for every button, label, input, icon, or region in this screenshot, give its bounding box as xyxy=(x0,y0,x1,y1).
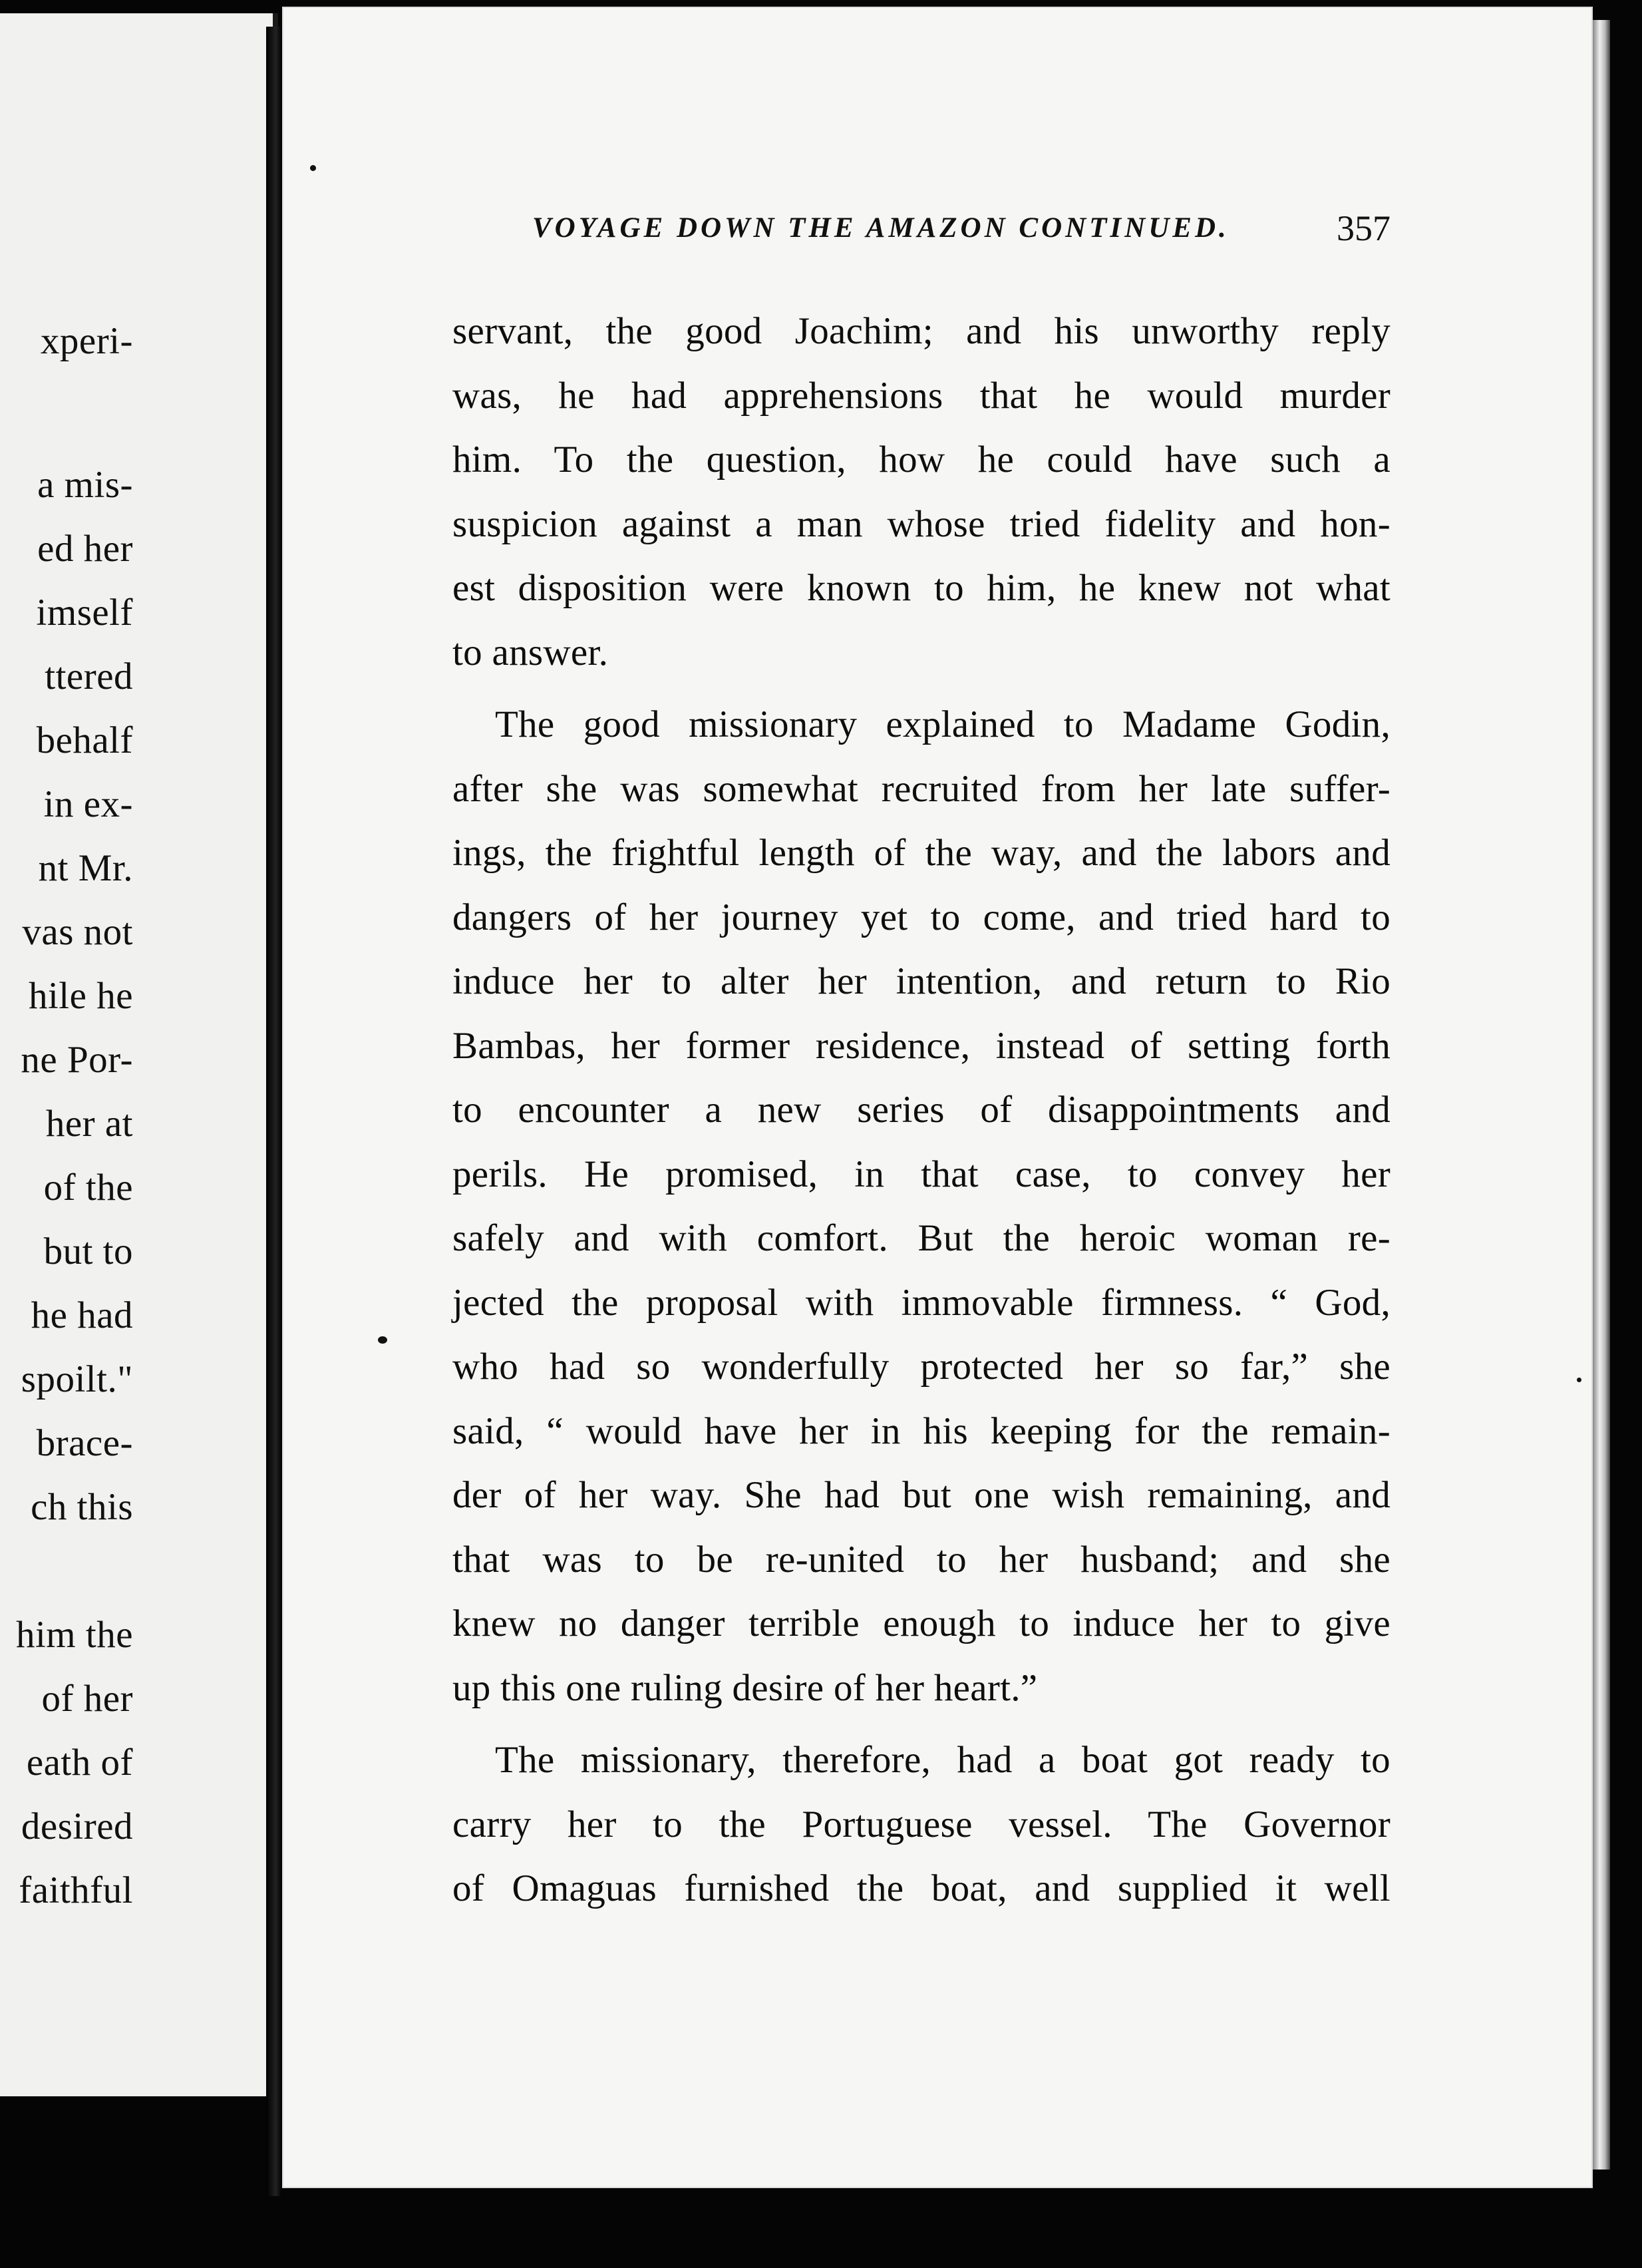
facing-page-text xyxy=(0,13,133,2096)
facing-page-line: he had xyxy=(31,1294,133,1336)
text-line: up this one ruling desire of her heart.” xyxy=(452,1666,1038,1709)
facing-page-line: eath of xyxy=(26,1742,133,1784)
text-line: The good missionary explained to Madame Godin, xyxy=(495,703,1391,745)
page-edge xyxy=(1593,20,1610,2170)
facing-page-line: of her xyxy=(41,1678,133,1720)
text-line: who had so wonderfully protected her so far,” she xyxy=(452,1346,1391,1388)
dust-speck xyxy=(1577,1378,1581,1382)
facing-page-line: vas not xyxy=(22,911,133,953)
facing-page-left xyxy=(0,13,278,2096)
facing-page-line: but to xyxy=(43,1230,133,1272)
facing-page-line: of the xyxy=(43,1167,133,1209)
text-line: to encounter a new series of disappointments and xyxy=(452,1089,1391,1131)
facing-page-line: ch this xyxy=(31,1486,133,1528)
text-line: servant, the good Joachim; and his unworthy reply xyxy=(452,310,1391,352)
facing-page-line: ttered xyxy=(45,656,133,697)
text-line: The missionary, therefore, had a boat got ready to xyxy=(495,1739,1391,1781)
facing-page-line: xperi- xyxy=(40,320,133,362)
facing-page-line: faithful xyxy=(19,1869,133,1911)
page-header xyxy=(532,208,1391,258)
text-line: that was to be re-united to her husband; and she xyxy=(452,1538,1391,1581)
text-line: Bambas, her former residence, instead of setting forth xyxy=(452,1024,1391,1067)
facing-page-line: in ex- xyxy=(43,783,133,825)
text-line: him. To the question, how he could have such a xyxy=(452,439,1391,480)
facing-page-line: brace- xyxy=(36,1422,133,1464)
facing-page-line: behalf xyxy=(36,719,133,761)
facing-page-line: nt Mr. xyxy=(38,847,133,889)
text-line: to answer. xyxy=(452,631,609,673)
facing-page-line: desired xyxy=(21,1805,133,1847)
text-line: after she was somewhat recruited from her late suffer- xyxy=(452,767,1391,810)
text-line: safely and with comfort. But the heroic woman re- xyxy=(452,1217,1391,1259)
text-line: knew no danger terrible enough to induce her to give xyxy=(452,1603,1391,1644)
text-line: said, “ would have her in his keeping for the remain- xyxy=(452,1410,1391,1452)
text-line: dangers of her journey yet to come, and tried hard to xyxy=(452,896,1391,938)
facing-page-line: a mis- xyxy=(37,464,133,506)
dust-speck xyxy=(378,1336,387,1344)
book-gutter xyxy=(266,27,282,2196)
text-line: jected the proposal with immovable firmness. “ God, xyxy=(452,1281,1391,1324)
text-line: of Omaguas furnished the boat, and supplied it well xyxy=(452,1867,1391,1909)
text-line: est disposition were known to him, he knew not what xyxy=(452,567,1391,609)
dust-speck xyxy=(310,165,316,171)
text-line: induce her to alter her intention, and return to Rio xyxy=(452,960,1391,1002)
facing-page-line: her at xyxy=(45,1103,133,1145)
page-number: 357 xyxy=(1337,208,1391,248)
facing-page-line: ne Por- xyxy=(21,1039,133,1081)
facing-page-line: him the xyxy=(15,1614,133,1656)
text-line: der of her way. She had but one wish remaining, and xyxy=(452,1474,1391,1516)
facing-page-line: hile he xyxy=(28,975,133,1017)
text-line: perils. He promised, in that case, to convey her xyxy=(452,1153,1391,1195)
text-line: ings, the frightful length of the way, and the labors and xyxy=(452,832,1391,874)
facing-page-line: imself xyxy=(36,592,133,634)
running-head: VOYAGE DOWN THE AMAZON CONTINUED. xyxy=(532,212,1230,244)
page-body xyxy=(452,299,1391,1921)
text-line: was, he had apprehensions that he would murder xyxy=(452,374,1391,417)
text-line: carry her to the Portuguese vessel. The Governor xyxy=(452,1803,1391,1845)
text-line: suspicion against a man whose tried fidelity and hon- xyxy=(452,502,1391,545)
facing-page-line: spoilt." xyxy=(21,1358,133,1400)
facing-page-line: ed her xyxy=(37,528,133,570)
